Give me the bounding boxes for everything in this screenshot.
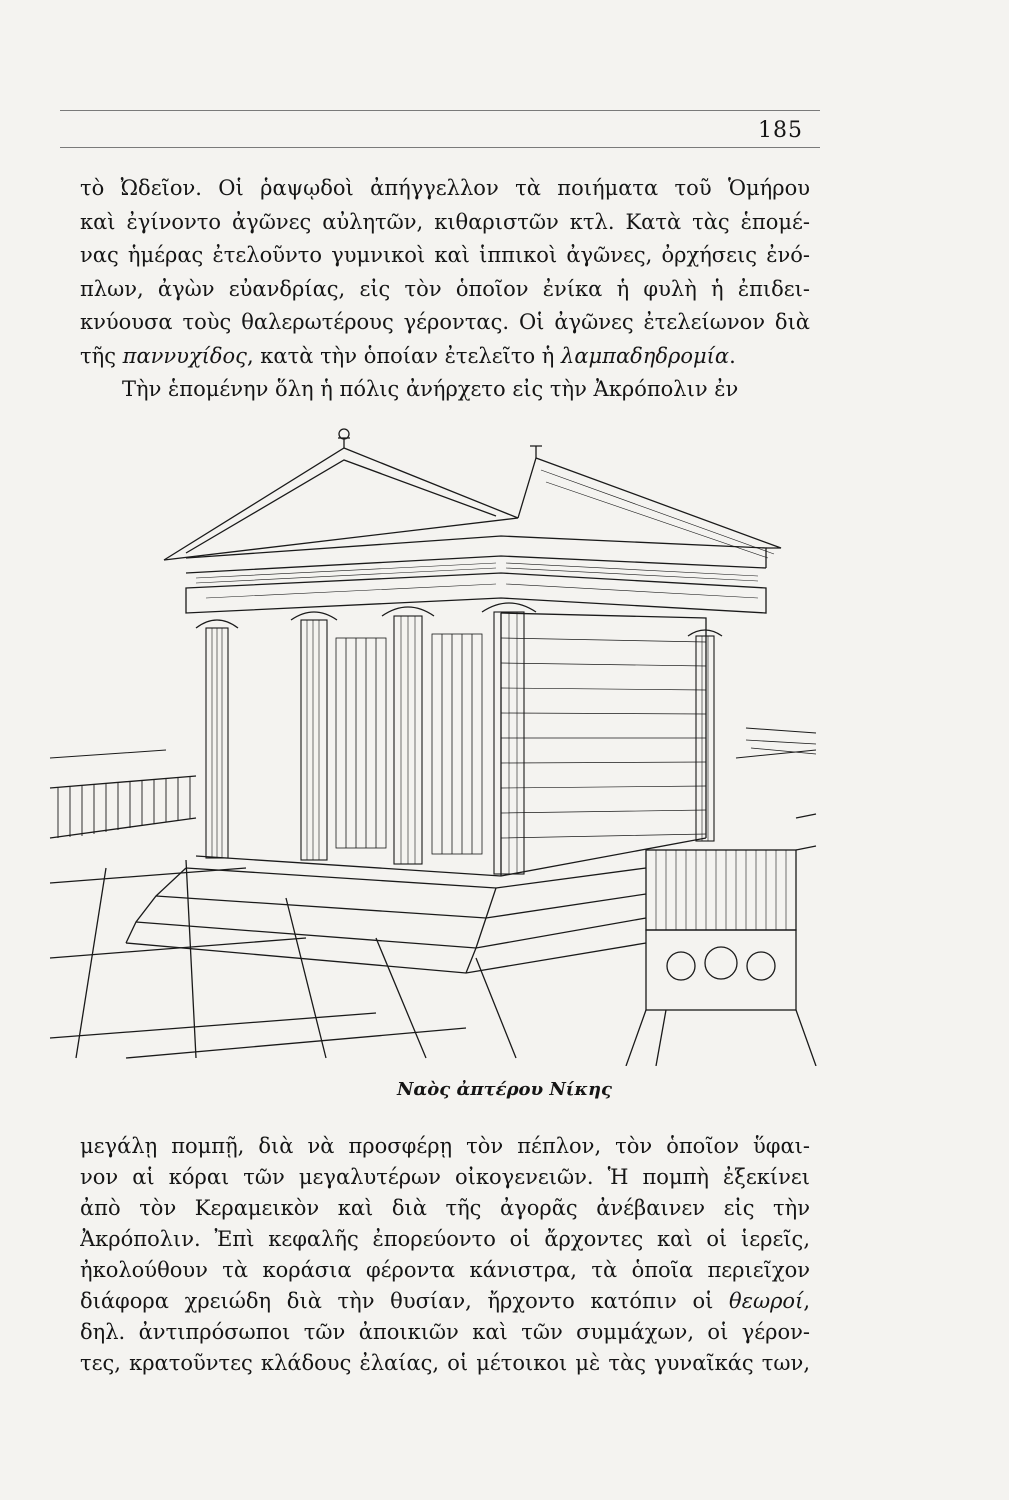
text-run: ἀπὸ τὸν Κεραμεικὸν καὶ διὰ τῆς ἀγορᾶς ἀνέβαινεν εἰς τὴν [80,1196,810,1220]
text-run: Ἀκρόπολιν. Ἐπὶ κεφαλῆς ἐπορεύοντο οἱ ἄρχοντες καὶ οἱ ἱερεῖς, [80,1227,810,1251]
italic-term: θεωροί [729,1289,804,1313]
text-line [80,1192,810,1225]
text-run: καὶ ἐγίνοντο ἀγῶνες αὐλητῶν, κιθαριστῶν κτλ. Κατὰ τὰς ἑπομέ- [80,209,810,234]
text-run: , [803,1289,810,1313]
header-rule-lower [60,147,820,148]
italic-term: λαμπαδηδρομία [561,343,730,368]
text-line [80,306,810,339]
text-line [80,1130,810,1163]
text-line [80,1254,810,1287]
text-run: τῆς [80,343,123,368]
paragraph-2-first-line: Τὴν ἑπομένην ὅλη ἡ πόλις ἀνήρχετο εἰς τὴν Ἀκρόπολιν ἐν [122,377,739,401]
text-run: νας ἡμέρας ἐτελοῦντο γυμνικοὶ καὶ ἱππικοὶ ἀγῶνες, ὀρχήσεις ἐνό- [80,243,810,267]
text-run: μεγάλῃ πομπῇ, διὰ νὰ προσφέρῃ τὸν πέπλον, τὸν ὁποῖον ὕφαι- [80,1134,810,1158]
text-run: ἠκολούθουν τὰ κοράσια φέροντα κάνιστρα, τὰ ὁποῖα περιεῖχον [80,1258,810,1282]
text-run: δηλ. ἀντιπρόσωποι τῶν ἀποικιῶν καὶ τῶν συμμάχων, οἱ γέρον- [80,1320,810,1344]
text-line [80,1347,810,1380]
text-run: . [729,343,736,368]
text-line [80,1161,810,1194]
italic-term: παννυχίδος [122,343,247,368]
text-line [80,206,810,239]
text-run: τες, κρατοῦντες κλάδους ἐλαίας, οἱ μέτοικοι μὲ τὰς γυναῖκάς των, [80,1351,810,1375]
text-line [80,340,810,373]
text-run: κνύουσα τοὺς θαλερωτέρους γέροντας. Οἱ ἀγῶνες ἐτελείωνον διὰ [80,310,810,334]
text-line [80,273,810,306]
text-line [80,1223,810,1256]
text-line [80,239,810,272]
text-line [80,1316,810,1349]
text-line [80,172,810,205]
temple-illustration [46,398,818,1066]
text-run: διάφορα χρειώδη διὰ τὴν θυσίαν, ἤρχοντο κατόπιν οἱ [80,1289,730,1313]
figure-caption: Ναὸς ἀπτέρου Νίκης [396,1079,613,1100]
text-run: πλων, ἀγὼν εὐανδρίας, εἰς τὸν ὁποῖον ἐνίκα ἡ φυλὴ ἡ ἐπιδει- [80,276,810,301]
header-rule [60,110,820,111]
page-number: 185 [758,118,803,143]
text-run: νον αἱ κόραι τῶν μεγαλυτέρων οἰκογενειῶν. Ἡ πομπὴ ἐξεκίνει [80,1165,810,1189]
text-run: , κατὰ τὴν ὁποίαν ἐτελεῖτο ἡ [246,343,562,368]
text-run: τὸ Ὠδεῖον. Οἱ ῥαψῳδοὶ ἀπήγγελλον τὰ ποιήματα τοῦ Ὁμήρου [80,176,810,200]
text-line [80,1285,810,1318]
